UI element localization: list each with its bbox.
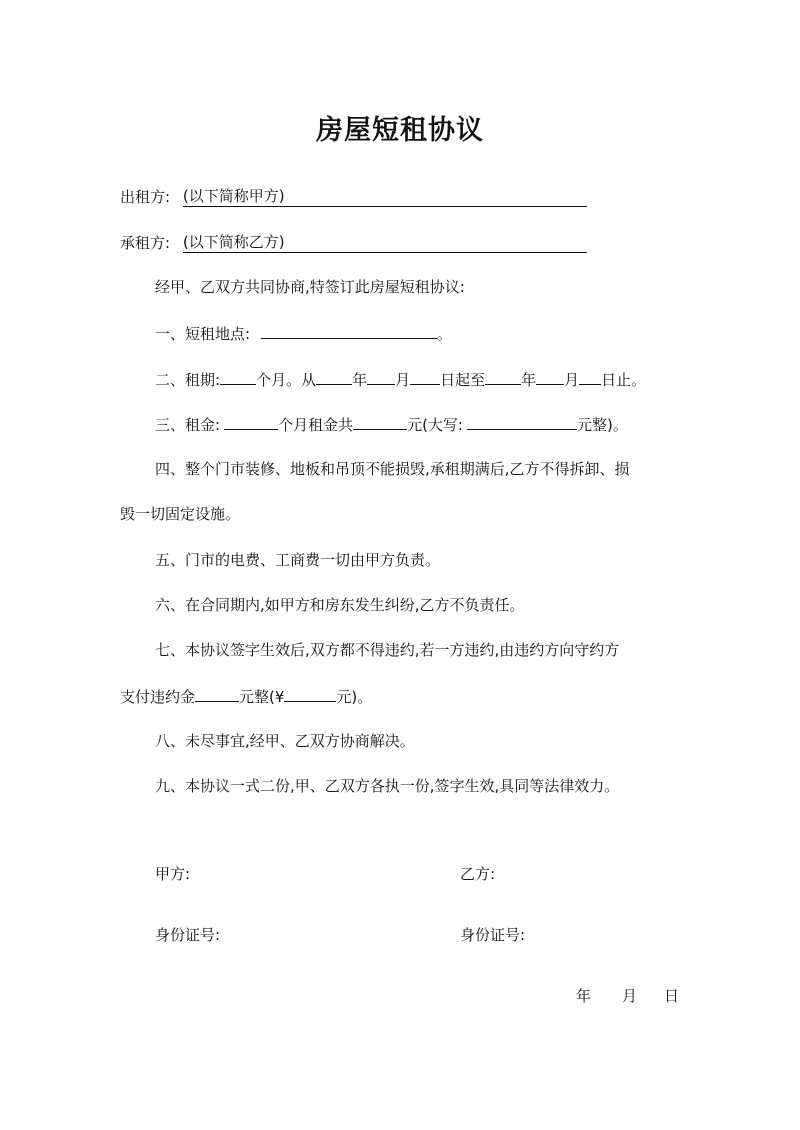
start-day-blank[interactable] (410, 368, 440, 385)
clause-3-text-3: 元整)。 (576, 416, 628, 434)
start-month-blank[interactable] (367, 368, 395, 385)
clause-7-line-2 (120, 685, 372, 707)
clause-2-text-5: 年 (521, 371, 537, 389)
clause-8: 八、未尽事宜,经甲、乙双方协商解决。 (155, 732, 415, 750)
clause-4-line-2: 毁一切固定设施。 (120, 505, 241, 523)
clause-6: 六、在合同期内,如甲方和房东发生纠纷,乙方不负责任。 (155, 596, 525, 614)
clause-7-text-3: 元)。 (336, 688, 373, 706)
clause-7-text-2: 元整(¥ (239, 688, 285, 706)
rental-location-blank[interactable] (261, 322, 437, 339)
end-year-blank[interactable] (485, 368, 521, 385)
penalty-number-blank[interactable] (284, 685, 336, 702)
clause-2 (155, 368, 646, 390)
party-b-signature: 乙方: (460, 865, 496, 883)
clause-2-text-6: 月 (564, 371, 580, 389)
penalty-amount-blank[interactable] (195, 685, 239, 702)
clause-1-suffix: 。 (436, 325, 452, 343)
lessor-label: 出租方: (120, 188, 171, 206)
clause-2-text-7: 日止。 (601, 371, 647, 389)
date-year-label: 年 (576, 987, 592, 1005)
lessee-note: (以下简称乙方) (182, 233, 285, 251)
lessor-field[interactable] (183, 186, 587, 207)
clause-1-prefix: 一、短租地点: (155, 325, 251, 343)
end-day-blank[interactable] (579, 368, 601, 385)
clause-7-text-1: 支付违约金 (120, 688, 196, 706)
clause-4-line-1: 四、整个门市装修、地板和吊顶不能损毁,承租期满后,乙方不得拆卸、损 (155, 460, 630, 478)
document-title: 房屋短租协议 (316, 115, 484, 146)
clause-1 (155, 322, 452, 344)
term-months-blank[interactable] (220, 368, 256, 385)
clause-3-prefix: 三、租金: (155, 416, 221, 434)
end-month-blank[interactable] (536, 368, 564, 385)
date-day-label: 日 (664, 987, 680, 1005)
clause-3 (155, 413, 628, 435)
lessee-line (120, 232, 587, 253)
clause-5: 五、门市的电费、工商费一切由甲方负责。 (155, 551, 441, 569)
party-a-signature: 甲方: (155, 865, 191, 883)
clause-3-text-1: 个月租金共 (278, 416, 354, 434)
clause-2-text-3: 月 (395, 371, 411, 389)
lessor-note: (以下简称甲方) (182, 187, 285, 205)
date-month-label: 月 (622, 987, 638, 1005)
clause-7-line-1: 七、本协议签字生效后,双方都不得违约,若一方违约,由违约方向守约方 (155, 641, 620, 659)
clause-2-prefix: 二、租期: (155, 371, 221, 389)
intro-paragraph: 经甲、乙双方共同协商,特签订此房屋短租协议: (155, 278, 465, 296)
party-b-id-number: 身份证号: (460, 926, 526, 944)
lessee-label: 承租方: (120, 234, 171, 252)
rent-amount-blank[interactable] (353, 413, 407, 430)
clause-2-text-1: 个月。从 (256, 371, 317, 389)
rent-amount-words-blank[interactable] (467, 413, 577, 430)
rent-months-blank[interactable] (224, 413, 278, 430)
clause-9: 九、本协议一式二份,甲、乙双方各执一份,签字生效,具同等法律效力。 (155, 777, 620, 795)
party-a-id-number: 身份证号: (155, 926, 221, 944)
clause-2-text-2: 年 (352, 371, 368, 389)
lessee-field[interactable] (183, 232, 587, 253)
lessor-line (120, 186, 587, 207)
start-year-blank[interactable] (316, 368, 352, 385)
clause-3-text-2: 元(大写: (407, 416, 463, 434)
clause-2-text-4: 日起至 (440, 371, 486, 389)
